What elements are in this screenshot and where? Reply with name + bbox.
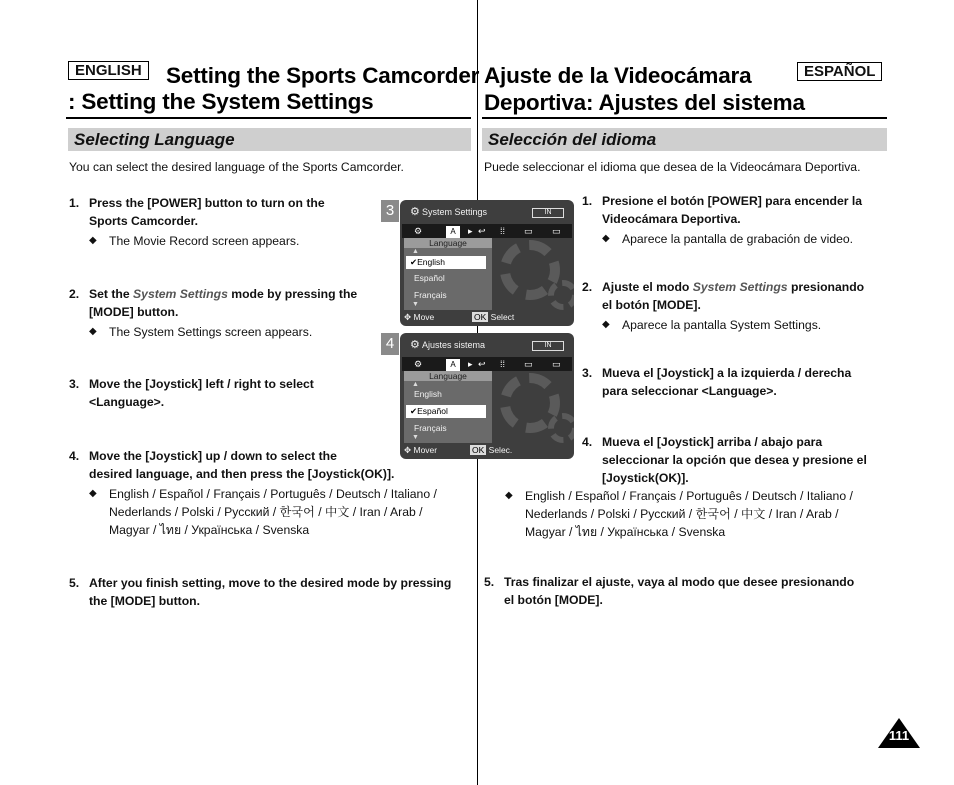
note-text: Aparece la pantalla de grabación de video. (622, 232, 854, 246)
step-text: Ajuste el modo (602, 280, 693, 294)
menu-item-english[interactable]: English (414, 389, 442, 399)
screen-badge-3: 3 (381, 200, 399, 222)
language-icon: A (446, 359, 460, 371)
note-text: The System Settings screen appears. (109, 325, 313, 339)
step-3-espanol (582, 364, 887, 400)
version-icon: ▭ (524, 359, 533, 369)
intro-text-english: You can select the desired language of the Sports Camcorder. (69, 160, 404, 174)
language-list-line: English / Español / Français / Português / Deutsch / Italiano / (525, 489, 853, 503)
right-arrow-icon: ▸ (468, 359, 473, 369)
language-list-line: English / Español / Français / Português / Deutsch / Italiano / (109, 487, 437, 501)
section-heading-english: Selecting Language (68, 128, 471, 151)
step-4-espanol (582, 433, 887, 487)
language-list (89, 485, 469, 539)
step-text: Press the [POWER] button to turn on the (89, 196, 325, 210)
step-text: the [MODE] button. (89, 594, 201, 608)
bullet-icon: ◆ (505, 490, 513, 501)
step-text: Mueva el [Joystick] a la izquierda / derecha (602, 366, 852, 380)
step-text: Set the (89, 287, 134, 301)
ok-icon: OK (472, 445, 485, 455)
language-list-espanol (505, 485, 890, 541)
page-title-espanol-line2: Deportiva: Ajustes del sistema (484, 90, 805, 115)
bullet-icon: ◆ (89, 488, 97, 499)
step-3-english (69, 375, 369, 411)
language-list-line: Nederlands / Polski / Русский / 한국어 / 中文 / Iran / Arab / (525, 507, 839, 521)
playback-icon: ↩ (478, 226, 486, 236)
bullet-icon: ◆ (89, 326, 97, 337)
step-text: Sports Camcorder. (89, 214, 199, 228)
step-note (89, 232, 369, 250)
step-text: seleccionar la opción que desea y presione el (602, 453, 867, 467)
reset-icon: ▭ (552, 226, 561, 236)
background-gear-icon (548, 280, 574, 310)
mode-name: System Settings (692, 280, 788, 294)
gear-icon: ⚙ (410, 206, 420, 218)
joystick-icon: ✥ (404, 445, 412, 455)
step-text: Presione el botón [POWER] para encender la (602, 194, 863, 208)
step-4-english (69, 447, 469, 539)
menu-item-espanol[interactable]: Español (414, 273, 445, 283)
down-arrow-icon: ▼ (412, 434, 419, 441)
gear-icon: ⚙ (414, 226, 423, 236)
step-text: [MODE] button. (89, 305, 179, 319)
grid-icon: ⁞⁞ (500, 359, 506, 369)
step-2-english (69, 285, 379, 341)
bullet-icon: ◆ (602, 319, 610, 330)
ok-icon: OK (474, 312, 487, 322)
lcd-bottom-bar (404, 444, 570, 456)
down-arrow-icon: ▼ (412, 301, 419, 308)
up-arrow-icon: ▲ (412, 381, 419, 388)
title-rule-left (66, 117, 471, 119)
step-text: <Language>. (89, 395, 165, 409)
step-number: 3. (582, 366, 593, 380)
lcd-screen-system-settings (400, 200, 574, 326)
language-list-line: Magyar / ไทย / Українська / Svenska (109, 523, 310, 537)
version-icon: ▭ (524, 226, 533, 236)
step-number: 5. (484, 575, 495, 589)
step-text: mode by pressing the (227, 287, 358, 301)
menu-heading: Language (404, 371, 492, 381)
lcd-menu (404, 371, 492, 443)
menu-item-english[interactable]: ✔English (406, 256, 486, 269)
step-number: 3. (69, 377, 80, 391)
lcd-menu (404, 238, 492, 310)
mode-name: System Settings (133, 287, 228, 301)
memory-icon: IN (532, 208, 564, 218)
step-number: 1. (582, 194, 593, 208)
step-5-espanol (484, 573, 889, 609)
gear-icon: ⚙ (414, 359, 423, 369)
memory-icon: IN (532, 341, 564, 351)
bullet-icon: ◆ (89, 235, 97, 246)
step-2-espanol (582, 278, 887, 334)
step-text: el botón [MODE]. (602, 298, 701, 312)
playback-icon: ↩ (478, 359, 486, 369)
step-number: 2. (69, 287, 80, 301)
lcd-title-bar (406, 338, 568, 352)
lcd-icon-row (402, 357, 572, 371)
step-note (602, 316, 887, 334)
step-number: 2. (582, 280, 593, 294)
menu-heading: Language (404, 238, 492, 248)
page-title-english-line2: : Setting the System Settings (68, 89, 374, 114)
note-text: Aparece la pantalla System Settings. (622, 318, 822, 332)
screen-badge-4: 4 (381, 333, 399, 355)
language-tag-english: ENGLISH (68, 61, 149, 80)
gear-icon: ⚙ (410, 339, 420, 351)
language-icon: A (446, 226, 460, 238)
step-note (602, 230, 887, 248)
page-title-espanol-line1: Ajuste de la Videocámara (484, 63, 752, 88)
up-arrow-icon: ▲ (412, 248, 419, 255)
language-list-line: Nederlands / Polski / Русский / 한국어 / 中文 / Iran / Arab / (109, 505, 423, 519)
title-rule-right (482, 117, 887, 119)
lcd-title: Ajustes sistema (422, 340, 486, 350)
lcd-icon-row (402, 224, 572, 238)
step-5-english (69, 574, 474, 610)
menu-item-francais[interactable]: Français (414, 290, 447, 300)
page-title-english-line1: Setting the Sports Camcorder (166, 63, 480, 88)
language-tag-espanol: ESPAÑOL (797, 62, 882, 81)
step-text: Videocámara Deportiva. (602, 212, 741, 226)
language-list (505, 487, 890, 541)
grid-icon: ⁞⁞ (500, 226, 506, 236)
right-arrow-icon: ▸ (468, 226, 473, 236)
step-text: desired language, and then press the [Joystick(OK)]. (89, 467, 395, 481)
bullet-icon: ◆ (602, 233, 610, 244)
step-text: para seleccionar <Language>. (602, 384, 777, 398)
joystick-icon: ✥ (404, 312, 412, 322)
select-hint: Selec. (488, 445, 513, 455)
background-gear-icon (548, 413, 574, 443)
step-text: Move the [Joystick] up / down to select the (89, 449, 337, 463)
step-text: After you finish setting, move to the desired mode by pressing (89, 576, 452, 590)
step-text: el botón [MODE]. (504, 593, 603, 607)
step-number: 5. (69, 576, 80, 590)
step-text: [Joystick(OK)]. (602, 471, 689, 485)
lcd-title-bar (406, 205, 568, 219)
step-note (89, 323, 379, 341)
lcd-screen-ajustes-sistema (400, 333, 574, 459)
section-heading-espanol: Selección del idioma (482, 128, 887, 151)
page-number: 111 (888, 728, 910, 743)
step-text: Mueva el [Joystick] arriba / abajo para (602, 435, 823, 449)
step-text: presionando (787, 280, 865, 294)
move-hint: Mover (413, 445, 438, 455)
step-1-espanol (582, 192, 887, 248)
note-text: The Movie Record screen appears. (109, 234, 300, 248)
language-list-line: Magyar / ไทย / Українська / Svenska (525, 525, 726, 539)
lcd-bottom-bar (404, 311, 570, 323)
reset-icon: ▭ (552, 359, 561, 369)
intro-text-espanol: Puede seleccionar el idioma que desea de la Videocámara Deportiva. (484, 160, 861, 174)
select-hint: Select (490, 312, 515, 322)
step-text: Move the [Joystick] left / right to select (89, 377, 314, 391)
menu-item-francais[interactable]: Français (414, 423, 447, 433)
step-text: Tras finalizar el ajuste, vaya al modo que desee presionando (504, 575, 855, 589)
step-number: 4. (582, 435, 593, 449)
menu-item-espanol[interactable]: ✔Español (406, 405, 486, 418)
step-number: 1. (69, 196, 80, 210)
step-number: 4. (69, 449, 80, 463)
lcd-title: System Settings (422, 207, 488, 217)
step-1-english (69, 194, 369, 250)
move-hint: Move (413, 312, 435, 322)
